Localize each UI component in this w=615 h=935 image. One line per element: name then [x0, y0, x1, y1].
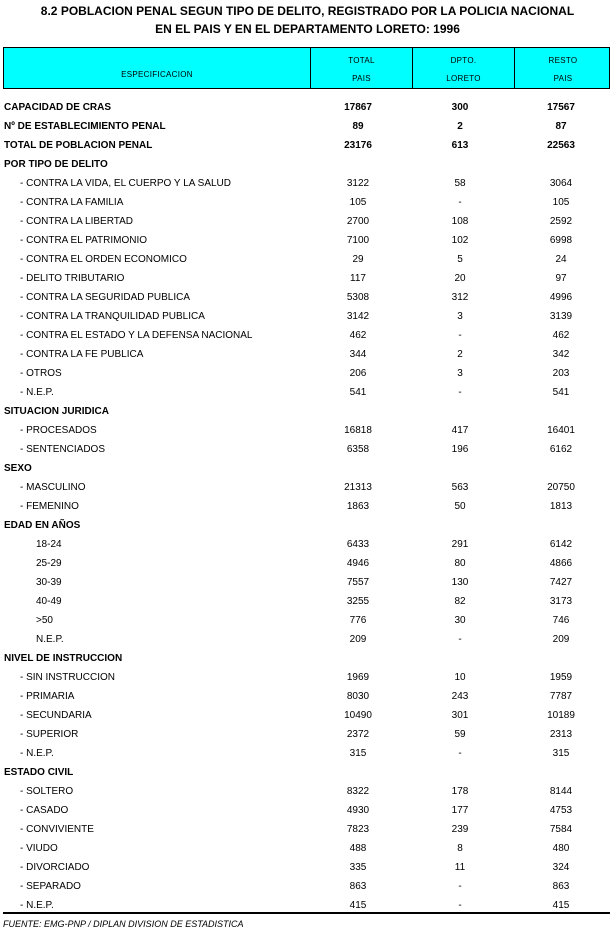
cell-dpto-loreto: -	[458, 197, 462, 208]
row-label: - SOLTERO	[20, 786, 74, 797]
cell-dpto-loreto: 291	[451, 539, 469, 550]
table-row	[0, 573, 615, 592]
cell-resto-pais: 17567	[547, 102, 575, 113]
row-label: - CONTRA LA VIDA, EL CUERPO Y LA SALUD	[20, 178, 232, 189]
cell-total-pais: 541	[349, 387, 367, 398]
cell-dpto-loreto: 20	[454, 273, 466, 284]
row-label: - CONTRA LA TRANQUILIDAD PUBLICA	[20, 311, 205, 322]
section-header-row	[0, 649, 615, 668]
header-resto-cell	[515, 48, 611, 88]
cell-total-pais: 10490	[344, 710, 372, 721]
cell-dpto-loreto: 2	[457, 349, 463, 360]
row-label: - CONTRA EL ORDEN ECONOMICO	[20, 254, 187, 265]
row-label: - CONVIVIENTE	[20, 824, 94, 835]
cell-resto-pais: 1959	[549, 672, 573, 683]
table-row	[0, 725, 615, 744]
table-row	[0, 193, 615, 212]
table-row	[0, 288, 615, 307]
table-row	[0, 687, 615, 706]
cell-dpto-loreto: 80	[454, 558, 466, 569]
cell-total-pais: 776	[349, 615, 367, 626]
table-row	[0, 858, 615, 877]
table-row	[0, 440, 615, 459]
row-label: - CONTRA LA LIBERTAD	[20, 216, 133, 227]
cell-total-pais: 23176	[344, 140, 372, 151]
table-row	[0, 421, 615, 440]
cell-dpto-loreto: 11	[454, 862, 466, 873]
row-label: - SENTENCIADOS	[20, 444, 106, 455]
cell-dpto-loreto: 417	[451, 425, 469, 436]
row-label: - CONTRA EL ESTADO Y LA DEFENSA NACIONAL	[20, 330, 253, 341]
table-row	[0, 174, 615, 193]
cell-resto-pais: 6142	[549, 539, 573, 550]
cell-dpto-loreto: -	[458, 881, 462, 892]
cell-resto-pais: 22563	[547, 140, 575, 151]
cell-total-pais: 89	[352, 121, 364, 132]
table-header	[3, 47, 610, 89]
row-label: - SECUNDARIA	[20, 710, 92, 721]
cell-resto-pais: 97	[555, 273, 567, 284]
table-row	[0, 326, 615, 345]
row-label: CAPACIDAD DE CRAS	[4, 102, 112, 113]
table-row	[0, 250, 615, 269]
cell-dpto-loreto: 300	[451, 102, 469, 113]
cell-resto-pais: 20750	[547, 482, 575, 493]
row-label: - PROCESADOS	[20, 425, 97, 436]
row-label: - N.E.P.	[20, 748, 54, 759]
row-label: - CONTRA LA FE PUBLICA	[20, 349, 144, 360]
header-total-line2: PAIS	[352, 74, 371, 83]
cell-dpto-loreto: -	[458, 387, 462, 398]
section-header-row	[0, 763, 615, 782]
cell-resto-pais: 541	[552, 387, 570, 398]
cell-resto-pais: 6998	[549, 235, 573, 246]
row-label: - N.E.P.	[20, 900, 54, 911]
header-resto-line1: RESTO	[548, 56, 578, 65]
cell-resto-pais: 8144	[549, 786, 573, 797]
table-row	[0, 744, 615, 763]
cell-total-pais: 462	[349, 330, 367, 341]
section-header-row	[0, 459, 615, 478]
table-row	[0, 136, 615, 155]
row-label: >50	[36, 615, 53, 626]
cell-dpto-loreto: 50	[454, 501, 466, 512]
cell-resto-pais: 6162	[549, 444, 573, 455]
cell-dpto-loreto: -	[458, 634, 462, 645]
cell-dpto-loreto: 30	[454, 615, 466, 626]
row-label: Nº DE ESTABLECIMIENTO PENAL	[4, 121, 166, 132]
cell-resto-pais: 4753	[549, 805, 573, 816]
cell-resto-pais: 863	[552, 881, 570, 892]
table-row	[0, 801, 615, 820]
row-label: - SEPARADO	[20, 881, 81, 892]
cell-resto-pais: 3139	[549, 311, 573, 322]
cell-total-pais: 4946	[346, 558, 370, 569]
cell-total-pais: 8322	[346, 786, 370, 797]
cell-resto-pais: 480	[552, 843, 570, 854]
row-label: SITUACION JURIDICA	[4, 406, 110, 417]
table-row	[0, 554, 615, 573]
cell-resto-pais: 16401	[547, 425, 575, 436]
cell-dpto-loreto: 59	[454, 729, 466, 740]
row-label: - VIUDO	[20, 843, 58, 854]
table-row	[0, 630, 615, 649]
row-label: - N.E.P.	[20, 387, 54, 398]
bottom-rule	[3, 912, 610, 914]
cell-resto-pais: 203	[552, 368, 570, 379]
cell-total-pais: 3142	[346, 311, 370, 322]
cell-resto-pais: 4866	[549, 558, 573, 569]
cell-dpto-loreto: 196	[451, 444, 469, 455]
table-row	[0, 212, 615, 231]
cell-total-pais: 7100	[346, 235, 370, 246]
cell-dpto-loreto: 10	[454, 672, 466, 683]
cell-dpto-loreto: 102	[451, 235, 469, 246]
row-label: N.E.P.	[36, 634, 64, 645]
table-row	[0, 231, 615, 250]
cell-total-pais: 344	[349, 349, 367, 360]
cell-dpto-loreto: 613	[451, 140, 469, 151]
cell-total-pais: 17867	[344, 102, 372, 113]
row-label: EDAD EN AÑOS	[4, 520, 81, 531]
cell-resto-pais: 209	[552, 634, 570, 645]
cell-dpto-loreto: 58	[454, 178, 466, 189]
section-header-row	[0, 516, 615, 535]
cell-resto-pais: 1813	[549, 501, 573, 512]
cell-resto-pais: 4996	[549, 292, 573, 303]
table-row	[0, 497, 615, 516]
table-row	[0, 877, 615, 896]
table-title-line2: EN EL PAIS Y EN EL DEPARTAMENTO LORETO: 1996	[155, 22, 460, 36]
row-label: - DELITO TRIBUTARIO	[20, 273, 125, 284]
cell-total-pais: 2700	[346, 216, 370, 227]
cell-dpto-loreto: 239	[451, 824, 469, 835]
cell-total-pais: 105	[349, 197, 367, 208]
cell-dpto-loreto: 8	[457, 843, 463, 854]
row-label: - CONTRA EL PATRIMONIO	[20, 235, 148, 246]
row-label: - SUPERIOR	[20, 729, 79, 740]
cell-resto-pais: 324	[552, 862, 570, 873]
header-dpto-cell	[413, 48, 515, 88]
row-label: 25-29	[36, 558, 62, 569]
row-label: NIVEL DE INSTRUCCION	[4, 653, 123, 664]
cell-total-pais: 2372	[346, 729, 370, 740]
cell-dpto-loreto: 301	[451, 710, 469, 721]
row-label: 40-49	[36, 596, 62, 607]
table-row	[0, 307, 615, 326]
cell-total-pais: 7557	[346, 577, 370, 588]
header-spec-cell	[4, 48, 311, 88]
row-label: - CONTRA LA FAMILIA	[20, 197, 124, 208]
table-row	[0, 478, 615, 497]
cell-total-pais: 117	[350, 273, 366, 284]
cell-total-pais: 6433	[346, 539, 370, 550]
cell-resto-pais: 746	[552, 615, 570, 626]
row-label: 18-24	[36, 539, 62, 550]
cell-resto-pais: 3064	[549, 178, 573, 189]
section-header-row	[0, 155, 615, 174]
cell-total-pais: 488	[349, 843, 367, 854]
table-body	[0, 98, 615, 915]
cell-dpto-loreto: -	[458, 748, 462, 759]
cell-dpto-loreto: 177	[451, 805, 469, 816]
cell-dpto-loreto: 5	[457, 254, 463, 265]
cell-total-pais: 7823	[346, 824, 370, 835]
table-row	[0, 782, 615, 801]
table-title-line1: 8.2 POBLACION PENAL SEGUN TIPO DE DELITO, REGISTRADO POR LA POLICIA NACIONAL	[40, 4, 575, 18]
table-row	[0, 117, 615, 136]
cell-total-pais: 21313	[344, 482, 372, 493]
cell-total-pais: 315	[349, 748, 367, 759]
cell-resto-pais: 342	[552, 349, 570, 360]
section-header-row	[0, 402, 615, 421]
cell-dpto-loreto: 312	[451, 292, 469, 303]
cell-resto-pais: 7427	[549, 577, 573, 588]
cell-resto-pais: 105	[552, 197, 570, 208]
cell-dpto-loreto: 563	[451, 482, 469, 493]
cell-total-pais: 3122	[346, 178, 370, 189]
row-label: POR TIPO DE DELITO	[4, 159, 108, 170]
header-spec-label: ESPECIFICACION	[121, 70, 193, 79]
cell-total-pais: 209	[349, 634, 367, 645]
source-note: FUENTE: EMG-PNP / DIPLAN DIVISION DE ESTADISTICA	[3, 919, 244, 929]
cell-dpto-loreto: 82	[454, 596, 466, 607]
header-total-line1: TOTAL	[348, 56, 375, 65]
header-resto-line2: PAIS	[553, 74, 573, 83]
cell-dpto-loreto: 243	[451, 691, 469, 702]
header-dpto-line2: LORETO	[446, 74, 481, 83]
table-row	[0, 345, 615, 364]
row-label: ESTADO CIVIL	[4, 767, 74, 778]
cell-resto-pais: 2313	[549, 729, 573, 740]
cell-dpto-loreto: 3	[457, 368, 463, 379]
cell-dpto-loreto: -	[458, 330, 462, 341]
row-label: - FEMENINO	[20, 501, 79, 512]
table-row	[0, 535, 615, 554]
table-row	[0, 839, 615, 858]
header-dpto-line1: DPTO.	[450, 56, 477, 65]
cell-total-pais: 1863	[346, 501, 370, 512]
header-total-cell	[311, 48, 413, 88]
cell-resto-pais: 7787	[549, 691, 573, 702]
cell-total-pais: 5308	[346, 292, 370, 303]
row-label: - DIVORCIADO	[20, 862, 90, 873]
row-label: - PRIMARIA	[20, 691, 75, 702]
cell-total-pais: 863	[349, 881, 367, 892]
table-row	[0, 269, 615, 288]
cell-dpto-loreto: -	[458, 900, 462, 911]
cell-resto-pais: 2592	[549, 216, 573, 227]
row-label: TOTAL DE POBLACION PENAL	[4, 140, 153, 151]
table-row	[0, 668, 615, 687]
cell-resto-pais: 462	[552, 330, 570, 341]
cell-dpto-loreto: 178	[451, 786, 469, 797]
cell-total-pais: 1969	[346, 672, 370, 683]
row-label: - OTROS	[20, 368, 62, 379]
table-row	[0, 592, 615, 611]
cell-resto-pais: 87	[555, 121, 567, 132]
row-label: - CONTRA LA SEGURIDAD PUBLICA	[20, 292, 191, 303]
table-row	[0, 706, 615, 725]
cell-dpto-loreto: 130	[451, 577, 469, 588]
row-label: - SIN INSTRUCCION	[20, 672, 115, 683]
cell-resto-pais: 7584	[549, 824, 573, 835]
cell-resto-pais: 3173	[549, 596, 573, 607]
table-row	[0, 98, 615, 117]
row-label: - CASADO	[20, 805, 69, 816]
table-row	[0, 820, 615, 839]
cell-total-pais: 4930	[346, 805, 370, 816]
cell-total-pais: 8030	[346, 691, 370, 702]
row-label: - MASCULINO	[20, 482, 86, 493]
cell-total-pais: 335	[349, 862, 367, 873]
cell-dpto-loreto: 3	[457, 311, 463, 322]
row-label: SEXO	[4, 463, 32, 474]
cell-resto-pais: 315	[552, 748, 570, 759]
cell-dpto-loreto: 2	[457, 121, 463, 132]
cell-resto-pais: 10189	[547, 710, 575, 721]
cell-total-pais: 6358	[346, 444, 370, 455]
cell-total-pais: 16818	[344, 425, 372, 436]
cell-resto-pais: 24	[555, 254, 567, 265]
table-row	[0, 364, 615, 383]
cell-resto-pais: 415	[552, 900, 570, 911]
cell-total-pais: 3255	[346, 596, 370, 607]
table-row	[0, 383, 615, 402]
cell-total-pais: 415	[349, 900, 367, 911]
cell-dpto-loreto: 108	[451, 216, 469, 227]
cell-total-pais: 29	[352, 254, 364, 265]
row-label: 30-39	[36, 577, 62, 588]
cell-total-pais: 206	[349, 368, 367, 379]
table-row	[0, 611, 615, 630]
